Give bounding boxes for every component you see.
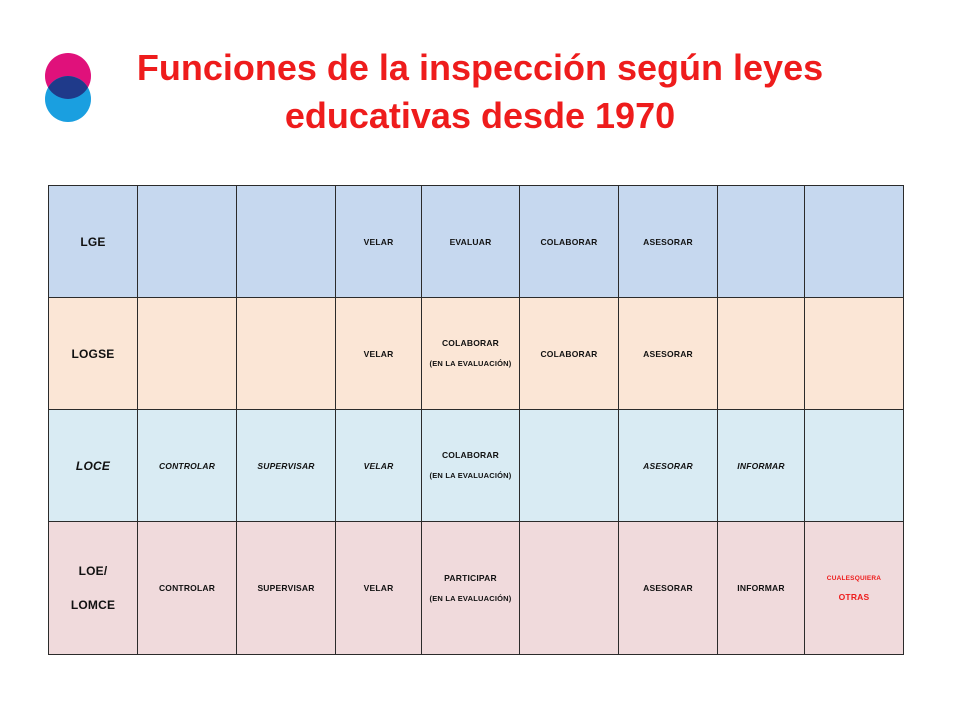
law-cell [49, 522, 138, 655]
law-line-1: LOE/ [78, 564, 108, 578]
table-cell: COLABORAR [520, 186, 619, 298]
table-cell [805, 186, 904, 298]
table-cell [520, 410, 619, 522]
title-line-2: educativas desde 1970 [284, 95, 676, 136]
table-cell: ASESORAR [619, 522, 718, 655]
table-cell [138, 186, 237, 298]
table-cell [237, 298, 336, 410]
cell-sub-text: (EN LA EVALUACIÓN) [429, 471, 512, 480]
cell-red-line-2: OTRAS [838, 592, 870, 602]
table-cell: CONTROLAR [138, 522, 237, 655]
table-cell: VELAR [336, 298, 422, 410]
table-cell: SUPERVISAR [237, 522, 336, 655]
cell-sub-text: (EN LA EVALUACIÓN) [429, 359, 512, 368]
table-cell: ASESORAR [619, 410, 718, 522]
page-title [110, 44, 850, 140]
table-cell: SUPERVISAR [237, 410, 336, 522]
table-cell: VELAR [336, 522, 422, 655]
cell-red-line-1: CUALESQUIERA [826, 575, 882, 582]
table-cell [718, 186, 805, 298]
table-row-lge [49, 186, 904, 298]
functions-table [48, 185, 904, 655]
title-line-1: Funciones de la inspección según leyes [136, 47, 824, 88]
cell-sub-text: (EN LA EVALUACIÓN) [429, 593, 512, 603]
table-cell: VELAR [336, 186, 422, 298]
table-cell: EVALUAR [422, 186, 520, 298]
table-cell [520, 522, 619, 655]
table-cell [138, 298, 237, 410]
table-row-logse [49, 298, 904, 410]
table-cell: INFORMAR [718, 410, 805, 522]
law-cell: LGE [49, 186, 138, 298]
logo-icon [42, 50, 94, 125]
table-cell [422, 522, 520, 655]
table-cell: COLABORAR [520, 298, 619, 410]
table-cell: ASESORAR [619, 298, 718, 410]
table-cell: ASESORAR [619, 186, 718, 298]
law-line-2: LOMCE [70, 598, 116, 612]
law-cell: LOGSE [49, 298, 138, 410]
table-cell [718, 298, 805, 410]
table-cell [237, 186, 336, 298]
table-cell [805, 410, 904, 522]
cell-main-text: COLABORAR [441, 338, 500, 348]
law-cell: LOCE [49, 410, 138, 522]
table-row-loce [49, 410, 904, 522]
cell-main-text: PARTICIPAR [444, 572, 497, 583]
table-cell [805, 522, 904, 655]
table-cell [805, 298, 904, 410]
table-cell [422, 410, 520, 522]
table-cell [422, 298, 520, 410]
table-cell: INFORMAR [718, 522, 805, 655]
table-row-loe-lomce [49, 522, 904, 655]
table-cell: VELAR [336, 410, 422, 522]
cell-main-text: COLABORAR [441, 450, 500, 460]
table-cell: CONTROLAR [138, 410, 237, 522]
